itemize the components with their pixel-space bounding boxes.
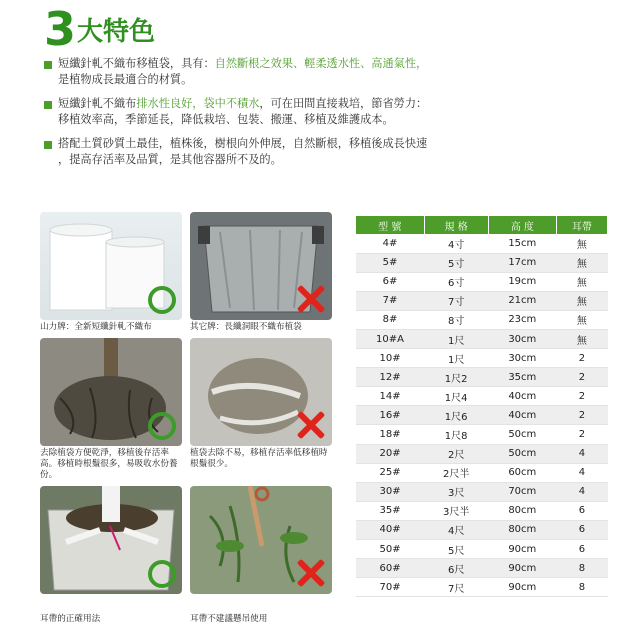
cell-height: 15cm: [488, 234, 556, 253]
table-row: [356, 559, 608, 578]
cell-height: 90cm: [488, 540, 556, 559]
cell-model: 70#: [356, 578, 424, 597]
cell-spec: 6尺: [424, 559, 488, 578]
feature-text: 搭配土質砂質土最佳，植株後，樹根向外伸展，自然斷根，移植後成長快速: [58, 137, 428, 150]
feature-item: [44, 96, 484, 128]
cell-handles: 8: [556, 578, 607, 597]
cell-handles: 無: [556, 291, 607, 310]
square-bullet-icon: [44, 141, 52, 149]
square-bullet-icon: [44, 101, 52, 109]
table-row: [356, 444, 608, 463]
table-row: [356, 234, 608, 253]
feature-text: 短纖針軋不織布: [58, 97, 137, 110]
root-ball-clean-photo: [40, 338, 182, 446]
photo-caption: 耳帶的正確用法: [40, 614, 101, 624]
feature-list: [44, 56, 484, 176]
table-row: [356, 578, 608, 597]
cell-model: 18#: [356, 425, 424, 444]
cell-model: 35#: [356, 501, 424, 520]
cell-height: 70cm: [488, 482, 556, 501]
cell-height: 60cm: [488, 463, 556, 482]
table-row: [356, 253, 608, 272]
check-circle-icon: [148, 412, 176, 440]
cell-height: 17cm: [488, 253, 556, 272]
table-row: [356, 540, 608, 559]
cell-spec: 4寸: [424, 234, 488, 253]
table-row: [356, 425, 608, 444]
cell-spec: 1尺: [424, 349, 488, 368]
cell-handles: 2: [556, 349, 607, 368]
square-bullet-icon: [44, 61, 52, 69]
table-row: [356, 406, 608, 425]
spec-table: [356, 216, 608, 597]
cell-model: 16#: [356, 406, 424, 425]
cell-handles: 無: [556, 234, 607, 253]
cell-handles: 無: [556, 310, 607, 329]
cell-handles: 無: [556, 253, 607, 272]
photo-card: [190, 212, 332, 333]
x-mark-icon: [296, 410, 326, 440]
handle-correct-use-photo: [40, 486, 182, 594]
photo-caption: 耳帶不建議懸吊使用: [190, 614, 268, 624]
cell-spec: 1尺: [424, 329, 488, 348]
table-row: [356, 349, 608, 368]
cell-spec: 3尺半: [424, 501, 488, 520]
cell-height: 30cm: [488, 349, 556, 368]
cell-height: 35cm: [488, 368, 556, 387]
cell-handles: 2: [556, 425, 607, 444]
feature-text: 移植效率高，季節延長，降低栽培、包裝、搬運、移植及維護成本。: [58, 113, 394, 126]
feature-text: ，提高存活率及品質，是其他容器所不及的。: [58, 153, 282, 166]
table-row: [356, 520, 608, 539]
table-body: [356, 234, 608, 597]
photo-card: [190, 486, 332, 625]
header-handles: 耳帶: [556, 216, 607, 234]
table-row: [356, 291, 608, 310]
cell-handles: 4: [556, 463, 607, 482]
cell-spec: 1尺6: [424, 406, 488, 425]
cell-handles: 8: [556, 559, 607, 578]
cell-handles: 6: [556, 540, 607, 559]
title-number: 3: [44, 2, 76, 56]
handle-hanging-photo: [190, 486, 332, 594]
cell-handles: 2: [556, 387, 607, 406]
cell-model: 12#: [356, 368, 424, 387]
photo-card: [40, 486, 182, 625]
cell-height: 50cm: [488, 444, 556, 463]
cell-handles: 4: [556, 444, 607, 463]
cell-height: 30cm: [488, 329, 556, 348]
cell-spec: 2尺半: [424, 463, 488, 482]
table-row: [356, 329, 608, 348]
table-row: [356, 310, 608, 329]
table-row: [356, 501, 608, 520]
cell-height: 90cm: [488, 578, 556, 597]
feature-text: ，可在田間直接栽培，節省勞力：: [259, 97, 428, 110]
cell-height: 90cm: [488, 559, 556, 578]
cell-spec: 8寸: [424, 310, 488, 329]
cell-handles: 無: [556, 272, 607, 291]
photo-caption: 植袋去除不易，移植存活率低移植時根鬚很少。: [190, 448, 328, 469]
feature-highlight: 排水性良好，袋中不積水: [136, 97, 260, 110]
header-spec: 規 格: [424, 216, 488, 234]
cell-spec: 1尺8: [424, 425, 488, 444]
x-mark-icon: [296, 558, 326, 588]
cell-height: 80cm: [488, 501, 556, 520]
cell-spec: 5尺: [424, 540, 488, 559]
photo-caption: 其它牌：長纖洞眼不織布植袋: [190, 322, 302, 332]
cell-model: 60#: [356, 559, 424, 578]
cell-model: 40#: [356, 520, 424, 539]
cell-spec: 7尺: [424, 578, 488, 597]
feature-text: 短纖針軋不織布移植袋，具有：: [58, 57, 215, 70]
table-row: [356, 387, 608, 406]
cell-model: 30#: [356, 482, 424, 501]
new-fabric-bag-photo: [40, 212, 182, 320]
root-ball-stuck-photo: [190, 338, 332, 446]
cell-spec: 6寸: [424, 272, 488, 291]
photo-caption: 去除植袋方便乾淨，移植後存活率高。移植時根鬚很多，易吸收水份養份。: [40, 448, 178, 480]
cell-model: 6#: [356, 272, 424, 291]
cell-model: 20#: [356, 444, 424, 463]
other-brand-bag-photo: [190, 212, 332, 320]
cell-height: 40cm: [488, 387, 556, 406]
cell-model: 50#: [356, 540, 424, 559]
cell-handles: 2: [556, 406, 607, 425]
cell-handles: 6: [556, 520, 607, 539]
table-row: [356, 272, 608, 291]
x-mark-icon: [296, 284, 326, 314]
photo-caption: 山力牌：全新短纖針軋不織布: [40, 322, 152, 332]
cell-spec: 2尺: [424, 444, 488, 463]
feature-highlight: 自然斷根之效果、輕柔透水性、高通氣性，: [214, 57, 428, 70]
photo-card: [190, 338, 332, 470]
cell-height: 80cm: [488, 520, 556, 539]
cell-spec: 5寸: [424, 253, 488, 272]
page-title: [44, 2, 156, 56]
cell-model: 10#: [356, 349, 424, 368]
photo-card: [40, 338, 182, 481]
table-row: [356, 463, 608, 482]
cell-height: 23cm: [488, 310, 556, 329]
cell-spec: 4尺: [424, 520, 488, 539]
cell-spec: 1尺4: [424, 387, 488, 406]
cell-height: 21cm: [488, 291, 556, 310]
cell-model: 5#: [356, 253, 424, 272]
feature-text: 是植物成長最適合的材質。: [58, 73, 193, 86]
cell-spec: 7寸: [424, 291, 488, 310]
cell-model: 10#A: [356, 329, 424, 348]
cell-handles: 2: [556, 368, 607, 387]
cell-handles: 4: [556, 482, 607, 501]
header-model: 型 號: [356, 216, 424, 234]
feature-item: [44, 136, 484, 168]
table-row: [356, 482, 608, 501]
check-circle-icon: [148, 560, 176, 588]
check-circle-icon: [148, 286, 176, 314]
cell-model: 25#: [356, 463, 424, 482]
cell-handles: 6: [556, 501, 607, 520]
cell-height: 50cm: [488, 425, 556, 444]
cell-model: 7#: [356, 291, 424, 310]
table-header-row: [356, 216, 608, 234]
cell-model: 14#: [356, 387, 424, 406]
table-row: [356, 368, 608, 387]
cell-height: 40cm: [488, 406, 556, 425]
cell-spec: 3尺: [424, 482, 488, 501]
title-text: 大特色: [77, 17, 156, 47]
photo-card: [40, 212, 182, 333]
cell-model: 8#: [356, 310, 424, 329]
cell-handles: 無: [556, 329, 607, 348]
header-height: 高 度: [488, 216, 556, 234]
feature-item: [44, 56, 484, 88]
cell-height: 19cm: [488, 272, 556, 291]
cell-model: 4#: [356, 234, 424, 253]
cell-spec: 1尺2: [424, 368, 488, 387]
